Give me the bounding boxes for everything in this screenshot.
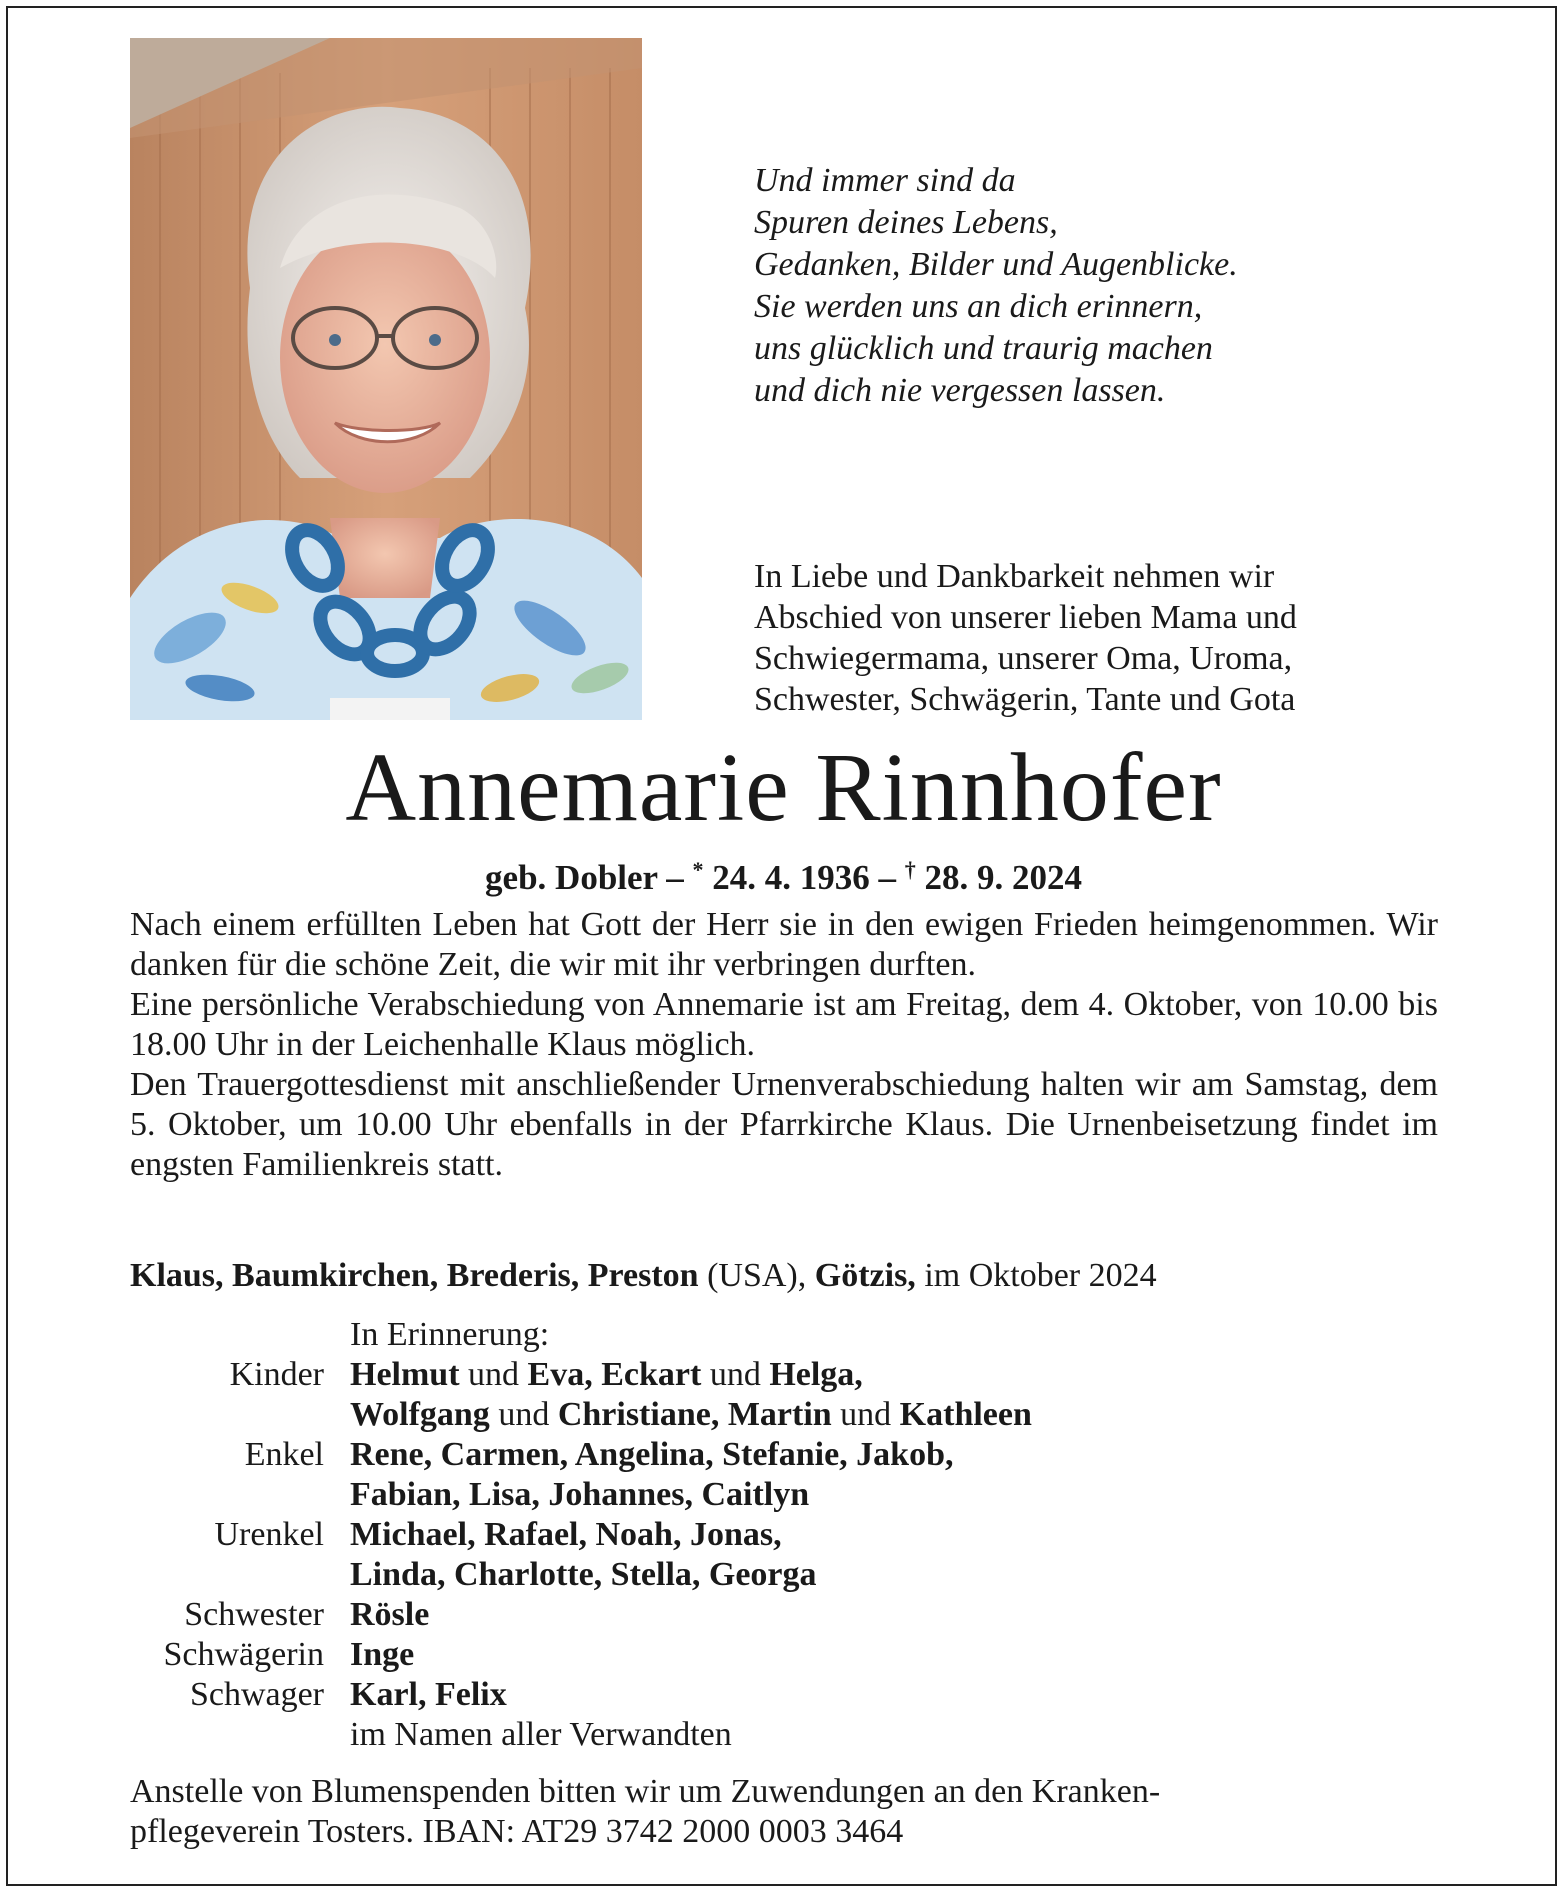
family-row bbox=[0, 1475, 1567, 1515]
relative-names bbox=[350, 1635, 414, 1675]
death-symbol: † bbox=[904, 857, 916, 882]
places-country: (USA), bbox=[698, 1257, 815, 1294]
intro-text bbox=[754, 556, 1434, 720]
family-list bbox=[0, 1315, 1567, 1755]
body-paragraph: Eine persönliche Verabschiedung von Annemarie ist am Freitag, dem 4. Oktober, von 10.00 bis 18.00 Uhr in der Leichenhalle Klaus möglich. bbox=[130, 986, 1438, 1063]
relation-label: Schwester bbox=[184, 1596, 324, 1633]
relative-name: Eva, Eckart bbox=[527, 1356, 702, 1393]
intro-line: Schwiegermama, unserer Oma, Uroma, bbox=[754, 640, 1293, 677]
relative-names bbox=[350, 1555, 817, 1595]
poem-line: uns glücklich und traurig machen bbox=[754, 330, 1213, 367]
birth-date: 24. 4. 1936 bbox=[703, 858, 870, 897]
poem-line: und dich nie vergessen lassen. bbox=[754, 372, 1166, 409]
places-date: im Oktober 2024 bbox=[915, 1257, 1157, 1294]
portrait-photo bbox=[130, 38, 642, 720]
poem-line: Und immer sind da bbox=[754, 162, 1016, 199]
relation-label: Schwager bbox=[189, 1676, 324, 1713]
deceased-name: Annemarie Rinnhofer bbox=[345, 734, 1222, 842]
relative-names bbox=[350, 1475, 809, 1515]
body-paragraph: Nach einem erfüllten Leben hat Gott der Herr sie in den ewigen Frieden heimgenommen. Wir danken für die schöne Zeit, die wir mit ihr verbringen durften. bbox=[130, 906, 1438, 983]
intro-line: Abschied von unserer lieben Mama und bbox=[754, 599, 1297, 636]
places-bold: Götzis, bbox=[814, 1257, 916, 1294]
birth-symbol: * bbox=[692, 857, 704, 882]
separator: – bbox=[657, 858, 693, 897]
relation-label: Urenkel bbox=[214, 1516, 324, 1553]
footer-line: pflegeverein Tosters. IBAN: AT29 3742 2000 0003 3464 bbox=[130, 1813, 904, 1850]
body-paragraph: Den Trauergottesdienst mit anschließender Urnenverabschiedung halten wir am Samstag, dem 5. Oktober, um 10.00 Uhr ebenfalls in der Pfarrkirche Klaus. Die Urnenbeisetzung findet im engsten Familienkreis statt. bbox=[130, 1066, 1438, 1183]
footer-line: Anstelle von Blumenspenden bitten wir um Zuwendungen an den Kranken- bbox=[130, 1773, 1161, 1810]
family-row bbox=[0, 1675, 1567, 1715]
places-bold: Klaus, Baumkirchen, Brederis, Preston bbox=[130, 1257, 699, 1294]
relative-name: Inge bbox=[350, 1636, 415, 1673]
connector-word: und bbox=[701, 1356, 770, 1393]
relative-name: Helga, bbox=[769, 1356, 863, 1393]
family-row bbox=[0, 1355, 1567, 1395]
poem-line: Sie werden uns an dich erinnern, bbox=[754, 288, 1203, 325]
memory-closing-row bbox=[0, 1715, 1567, 1755]
relative-names bbox=[350, 1675, 507, 1715]
relative-names bbox=[350, 1355, 863, 1395]
relative-name: Fabian, Lisa, Johannes, Caitlyn bbox=[350, 1476, 810, 1513]
relative-name: Karl, Felix bbox=[350, 1676, 507, 1713]
poem bbox=[754, 160, 1514, 412]
relation-label: Schwägerin bbox=[163, 1636, 324, 1673]
family-row bbox=[0, 1595, 1567, 1635]
relative-names bbox=[350, 1435, 954, 1475]
connector-word: und bbox=[489, 1396, 558, 1433]
donation-note bbox=[130, 1772, 1440, 1852]
relative-name: Linda, Charlotte, Stella, Georga bbox=[350, 1556, 817, 1593]
maiden-name: geb. Dobler bbox=[485, 858, 658, 897]
poem-line: Spuren deines Lebens, bbox=[754, 204, 1058, 241]
relative-name: Rösle bbox=[350, 1596, 430, 1633]
relative-name: Helmut bbox=[350, 1356, 460, 1393]
announcement-body bbox=[130, 905, 1438, 1185]
family-row bbox=[0, 1395, 1567, 1435]
relative-name: Rene, Carmen, Angelina, Stefanie, Jakob, bbox=[350, 1436, 954, 1473]
family-row bbox=[0, 1635, 1567, 1675]
family-row bbox=[0, 1435, 1567, 1475]
relative-name: Christiane, Martin bbox=[557, 1396, 832, 1433]
relative-names bbox=[350, 1595, 429, 1635]
death-date: 28. 9. 2024 bbox=[915, 858, 1082, 897]
memory-closing: im Namen aller Verwandten bbox=[350, 1716, 732, 1753]
relative-name: Michael, Rafael, Noah, Jonas, bbox=[350, 1516, 782, 1553]
poem-line: Gedanken, Bilder und Augenblicke. bbox=[754, 246, 1238, 283]
relative-name: Kathleen bbox=[899, 1396, 1032, 1433]
connector-word: und bbox=[831, 1396, 900, 1433]
relative-names bbox=[350, 1515, 782, 1555]
memory-heading: In Erinnerung: bbox=[350, 1316, 550, 1353]
relative-names bbox=[350, 1395, 1032, 1435]
places-line bbox=[130, 1256, 1440, 1296]
family-row bbox=[0, 1555, 1567, 1595]
intro-line: In Liebe und Dankbarkeit nehmen wir bbox=[754, 558, 1275, 595]
relation-label: Kinder bbox=[229, 1356, 324, 1393]
relative-name: Wolfgang bbox=[350, 1396, 490, 1433]
memory-heading-row bbox=[0, 1315, 1567, 1355]
relation-label: Enkel bbox=[244, 1436, 324, 1473]
life-dates bbox=[0, 848, 1567, 900]
family-row bbox=[0, 1515, 1567, 1555]
intro-line: Schwester, Schwägerin, Tante und Gota bbox=[754, 681, 1296, 718]
separator: – bbox=[869, 858, 905, 897]
connector-word: und bbox=[459, 1356, 528, 1393]
